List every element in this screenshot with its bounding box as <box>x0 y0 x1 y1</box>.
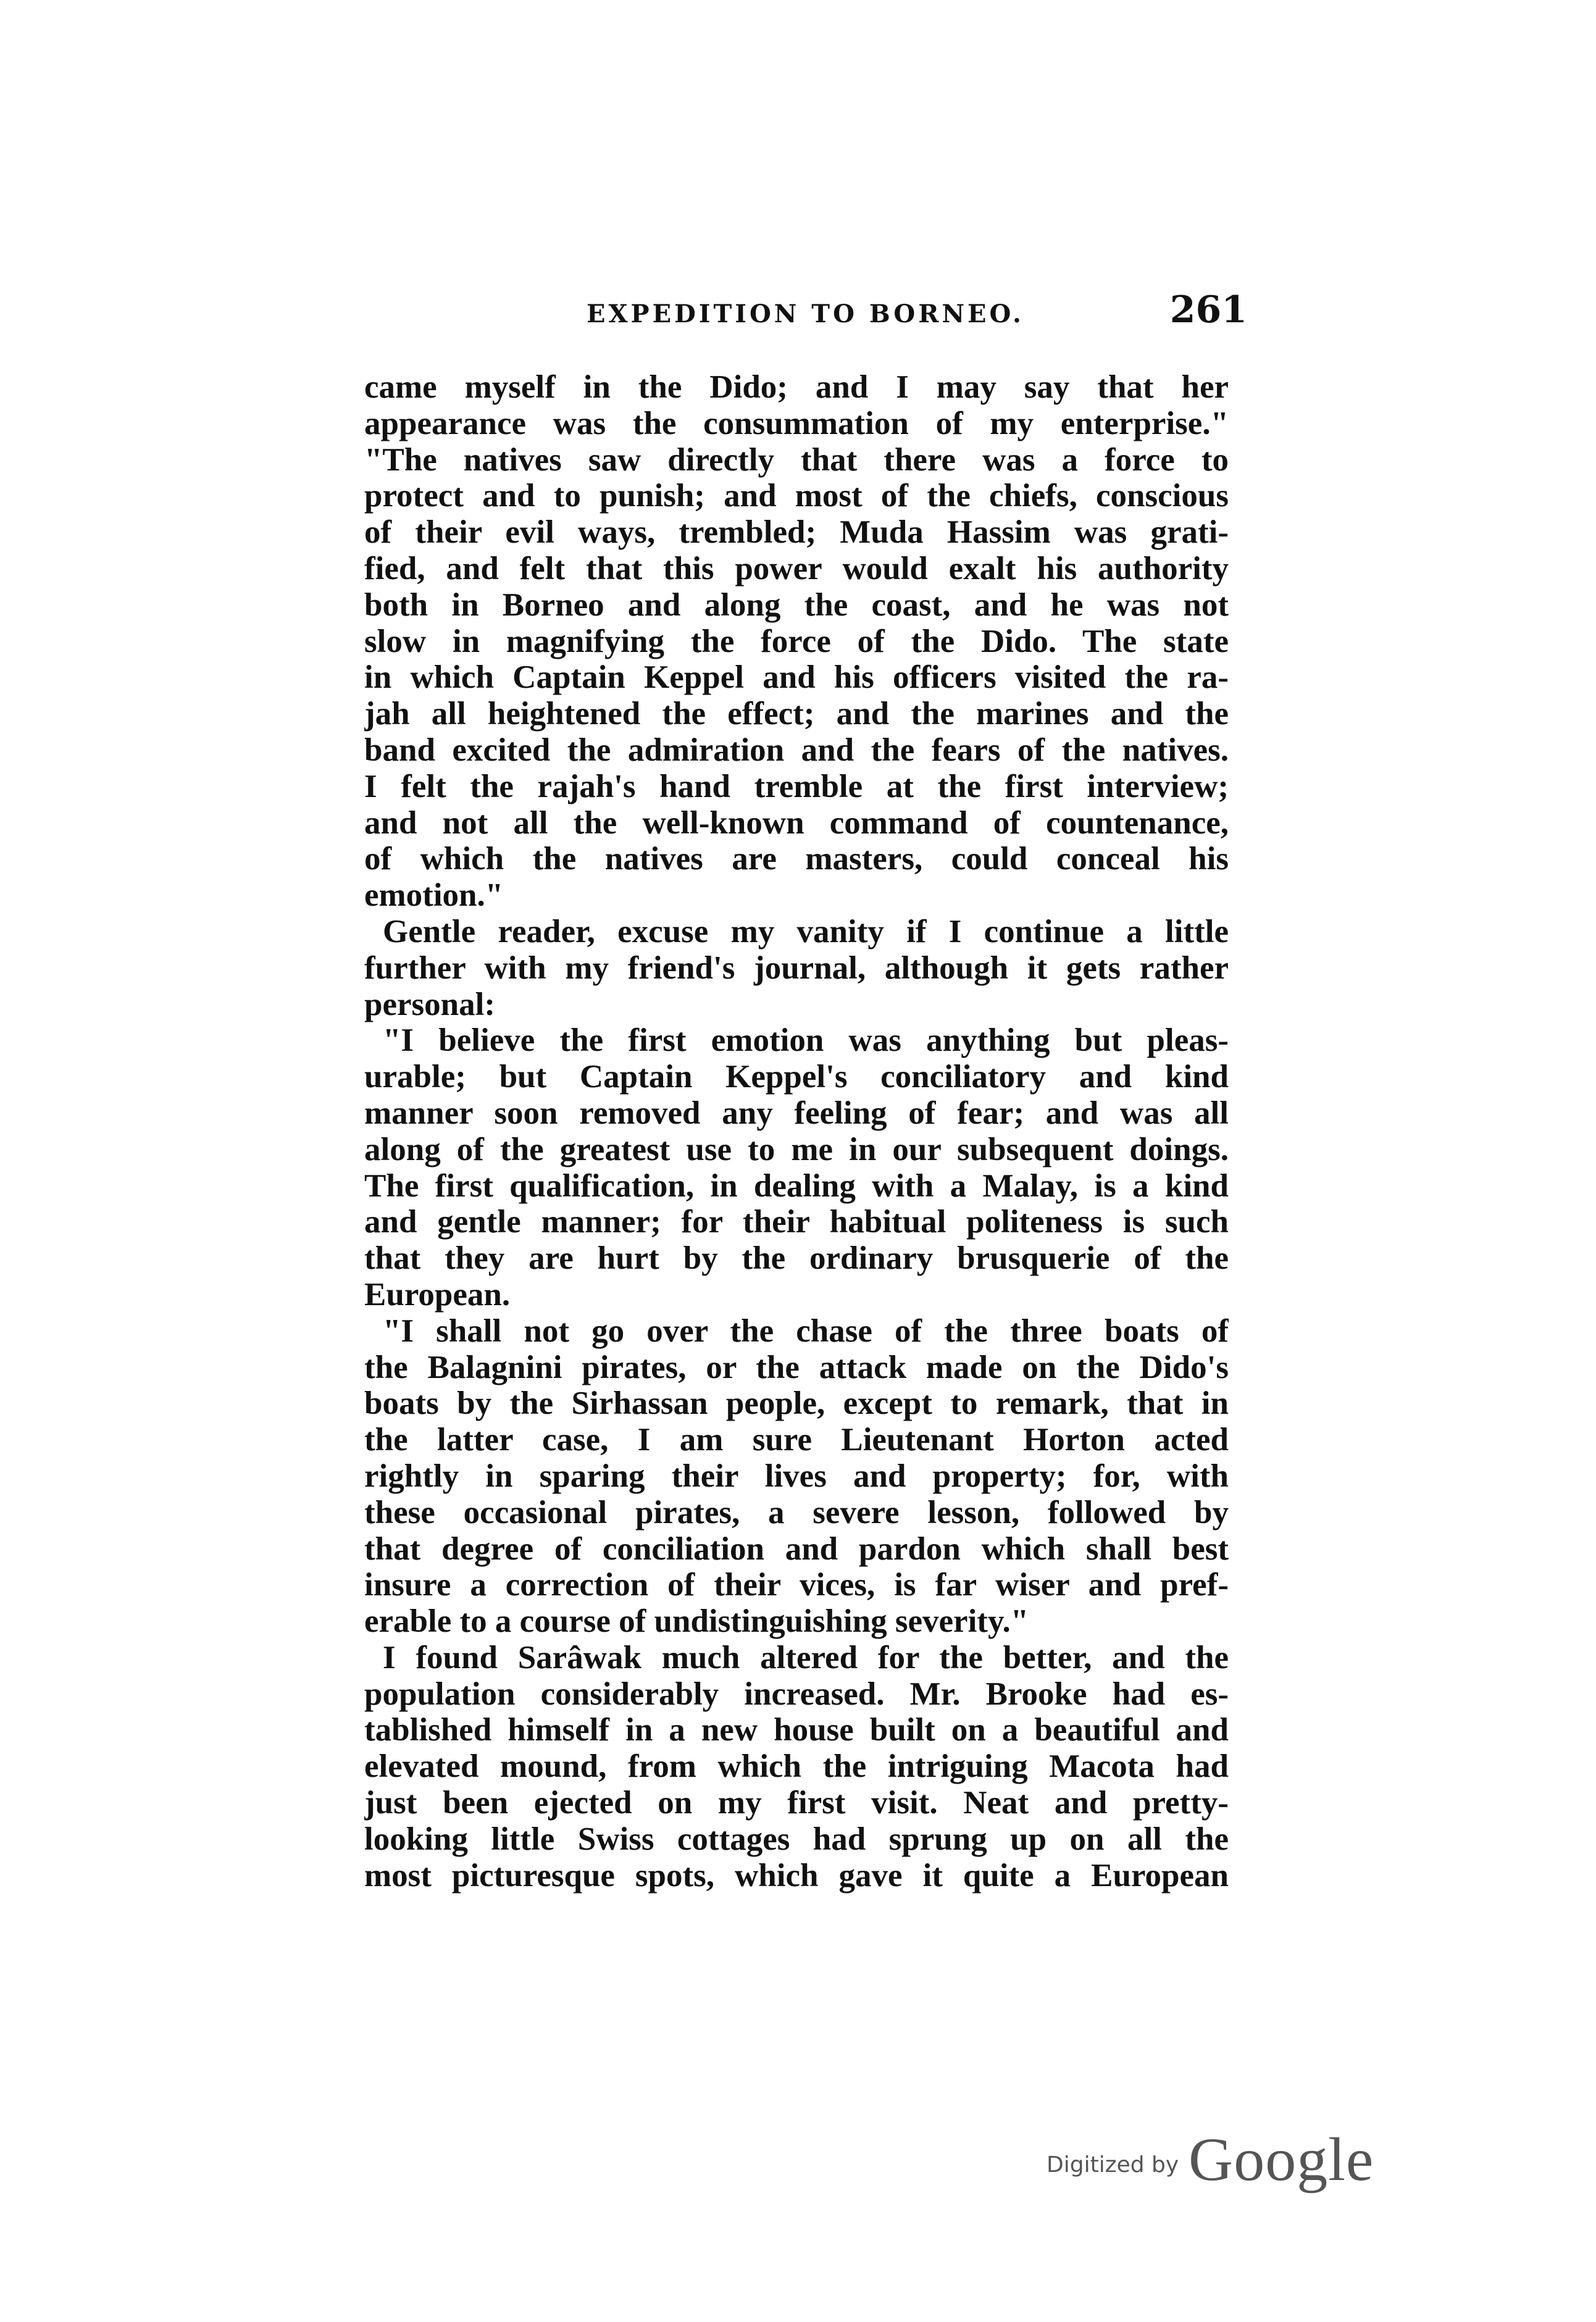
google-logo: Google <box>1189 2125 1374 2194</box>
text-line: protect and to punish; and most of the chiefs, conscious <box>364 478 1229 514</box>
text-line: manner soon removed any feeling of fear; and was all <box>364 1095 1229 1131</box>
text-line: the latter case, I am sure Lieutenant Horton acted <box>364 1422 1229 1458</box>
text-line: these occasional pirates, a severe lesson, followed by <box>364 1494 1229 1531</box>
text-line: both in Borneo and along the coast, and he was not <box>364 587 1229 623</box>
text-line: boats by the Sirhassan people, except to remark, that in <box>364 1385 1229 1422</box>
text-line: jah all heightened the effect; and the marines and the <box>364 696 1229 732</box>
page-number: 261 <box>1169 288 1247 332</box>
running-head: EXPEDITION TO BORNEO. <box>587 299 1024 328</box>
digitized-label: Digitized by <box>1047 2152 1179 2178</box>
text-line: that degree of conciliation and pardon which shall best <box>364 1531 1229 1567</box>
text-line: of their evil ways, trembled; Muda Hassim was grati- <box>364 514 1229 551</box>
text-line: elevated mound, from which the intriguing Macota had <box>364 1748 1229 1785</box>
text-line: band excited the admiration and the fears of the natives. <box>364 732 1229 768</box>
text-line: further with my friend's journal, although it gets rather <box>364 950 1229 986</box>
text-line: emotion." <box>364 877 504 914</box>
text-line: the Balagnini pirates, or the attack made on the Dido's <box>364 1349 1229 1385</box>
text-line: appearance was the consummation of my enterprise." <box>364 405 1229 441</box>
text-line: of which the natives are masters, could conceal his <box>364 841 1229 877</box>
text-line: "I believe the first emotion was anything but pleas- <box>383 1022 1229 1059</box>
text-line: Gentle reader, excuse my vanity if I continue a little <box>383 913 1229 950</box>
text-line: along of the greatest use to me in our subsequent doings. <box>364 1131 1229 1167</box>
text-line: population considerably increased. Mr. Brooke had es- <box>364 1676 1229 1712</box>
text-line: insure a correction of their vices, is far wiser and pref- <box>364 1567 1229 1603</box>
text-line: personal: <box>364 986 495 1022</box>
text-line: European. <box>364 1276 511 1313</box>
text-line: in which Captain Keppel and his officers visited the ra- <box>364 659 1229 696</box>
text-line: The first qualification, in dealing with a Malay, is a kind <box>364 1167 1229 1204</box>
text-line: I found Sarâwak much altered for the better, and the <box>383 1639 1229 1676</box>
page-header <box>364 288 1247 336</box>
body-text <box>364 369 1229 1894</box>
text-line: I felt the rajah's hand tremble at the first interview; <box>364 768 1229 804</box>
text-line: erable to a course of undistinguishing severity." <box>364 1603 1029 1640</box>
text-line: fied, and felt that this power would exalt his authority <box>364 550 1229 587</box>
text-line: most picturesque spots, which gave it quite a European <box>364 1857 1229 1894</box>
text-line: "I shall not go over the chase of the three boats of <box>383 1313 1229 1349</box>
text-line: looking little Swiss cottages had sprung up on all the <box>364 1821 1229 1857</box>
text-line: slow in magnifying the force of the Dido. The state <box>364 623 1229 659</box>
text-line: "The natives saw directly that there was a force to <box>364 441 1229 478</box>
text-line: tablished himself in a new house built on a beautiful and <box>364 1712 1229 1748</box>
text-line: and gentle manner; for their habitual politeness is such <box>364 1204 1229 1240</box>
text-line: urable; but Captain Keppel's conciliatory and kind <box>364 1059 1229 1095</box>
text-line: rightly in sparing their lives and property; for, with <box>364 1458 1229 1494</box>
text-line: just been ejected on my first visit. Neat and pretty- <box>364 1785 1229 1821</box>
digitized-by-google-watermark <box>1047 2124 1392 2192</box>
text-line: came myself in the Dido; and I may say that her <box>364 369 1229 405</box>
text-line: that they are hurt by the ordinary brusquerie of the <box>364 1240 1229 1277</box>
text-line: and not all the well-known command of countenance, <box>364 804 1229 841</box>
